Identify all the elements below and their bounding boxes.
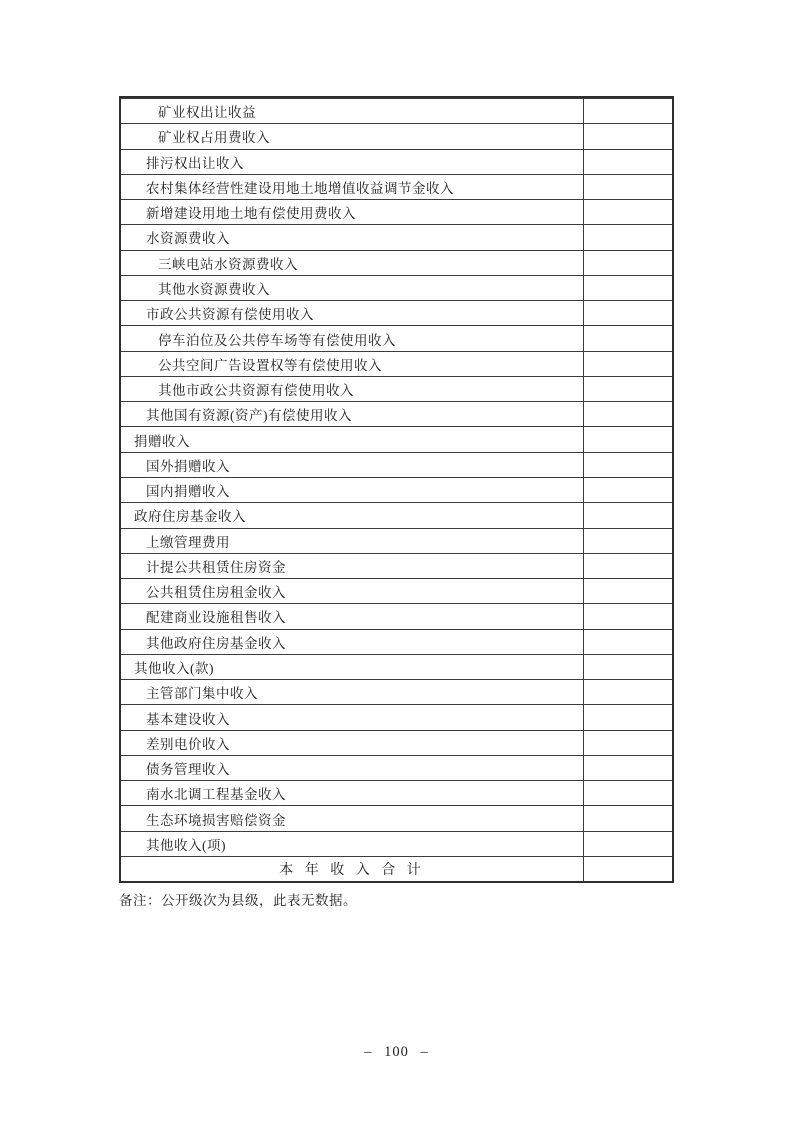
table-row — [121, 780, 672, 805]
table-row — [121, 426, 672, 451]
row-label: 配建商业设施租售收入 — [146, 610, 286, 626]
budget-table — [119, 96, 674, 883]
row-label: 矿业权占用费收入 — [158, 130, 270, 146]
row-value-cell — [583, 731, 672, 755]
footnote: 备注：公开级次为县级，此表无数据。 — [119, 893, 357, 908]
row-value-cell — [583, 781, 672, 805]
row-label: 其他国有资源(资产)有偿使用收入 — [146, 408, 352, 424]
row-value-cell — [583, 352, 672, 376]
table-row — [121, 679, 672, 704]
table-row — [121, 553, 672, 578]
table-row — [121, 149, 672, 174]
row-value-cell — [583, 604, 672, 628]
row-label: 排污权出让收入 — [146, 155, 244, 171]
row-value-cell — [583, 857, 672, 881]
table-row — [121, 603, 672, 628]
row-value-cell — [583, 200, 672, 224]
row-value-cell — [583, 427, 672, 451]
row-value-cell — [583, 99, 672, 123]
table-row — [121, 730, 672, 755]
row-label: 差别电价收入 — [146, 736, 230, 752]
row-label: 公共空间广告设置权等有偿使用收入 — [158, 357, 382, 373]
row-label: 其他水资源费收入 — [158, 281, 270, 297]
table-row — [121, 325, 672, 350]
row-value-cell — [583, 832, 672, 856]
row-label: 上缴管理费用 — [146, 534, 230, 550]
row-value-cell — [583, 705, 672, 729]
row-value-cell — [583, 478, 672, 502]
table-row — [121, 755, 672, 780]
row-label: 农村集体经营性建设用地土地增值收益调节金收入 — [146, 180, 454, 196]
row-value-cell — [583, 554, 672, 578]
row-value-cell — [583, 503, 672, 527]
row-value-cell — [583, 326, 672, 350]
row-value-cell — [583, 756, 672, 780]
row-value-cell — [583, 251, 672, 275]
row-label: 水资源费收入 — [146, 231, 230, 247]
row-value-cell — [583, 124, 672, 148]
table-row — [121, 704, 672, 729]
row-value-cell — [583, 579, 672, 603]
row-label: 南水北调工程基金收入 — [146, 787, 286, 803]
table-row — [121, 123, 672, 148]
table-row — [121, 805, 672, 830]
row-label: 停车泊位及公共停车场等有偿使用收入 — [158, 332, 396, 348]
row-value-cell — [583, 680, 672, 704]
row-label: 主管部门集中收入 — [146, 686, 258, 702]
table-row — [121, 300, 672, 325]
row-label: 生态环境损害赔偿资金 — [146, 812, 286, 828]
row-label: 其他政府住房基金收入 — [146, 635, 286, 651]
row-value-cell — [583, 806, 672, 830]
table-row — [121, 401, 672, 426]
row-label: 其他市政公共资源有偿使用收入 — [158, 383, 354, 399]
table-row — [121, 502, 672, 527]
table-row — [121, 351, 672, 376]
row-label: 债务管理收入 — [146, 762, 230, 778]
row-label: 矿业权出让收益 — [158, 105, 256, 121]
table-row — [121, 174, 672, 199]
table-row — [121, 654, 672, 679]
row-label: 捐赠收入 — [134, 433, 190, 449]
row-value-cell — [583, 276, 672, 300]
table-row — [121, 452, 672, 477]
row-label: 市政公共资源有偿使用收入 — [146, 307, 314, 323]
table-row — [121, 250, 672, 275]
row-label: 国外捐赠收入 — [146, 458, 230, 474]
table-row — [121, 528, 672, 553]
row-value-cell — [583, 630, 672, 654]
row-value-cell — [583, 453, 672, 477]
row-value-cell — [583, 377, 672, 401]
row-label: 公共租赁住房租金收入 — [146, 585, 286, 601]
row-value-cell — [583, 225, 672, 249]
table-row — [121, 199, 672, 224]
row-label: 国内捐赠收入 — [146, 484, 230, 500]
row-label: 其他收入(款) — [134, 660, 214, 676]
table-row — [121, 224, 672, 249]
table-row — [121, 376, 672, 401]
table-row — [121, 578, 672, 603]
row-value-cell — [583, 175, 672, 199]
row-value-cell — [583, 529, 672, 553]
row-label: 基本建设收入 — [146, 711, 230, 727]
row-label: 新增建设用地土地有偿使用费收入 — [146, 206, 356, 222]
row-value-cell — [583, 402, 672, 426]
table-row — [121, 831, 672, 856]
row-label: 三峡电站水资源费收入 — [158, 256, 298, 272]
table-row — [121, 477, 672, 502]
page-number: – 100 – — [364, 1044, 429, 1060]
row-label: 其他收入(项) — [146, 837, 226, 853]
row-label: 计提公共租赁住房资金 — [146, 559, 286, 575]
table-row — [121, 856, 672, 881]
row-value-cell — [583, 655, 672, 679]
table-row — [121, 275, 672, 300]
table-row — [121, 629, 672, 654]
row-label: 本 年 收 入 合 计 — [279, 863, 425, 879]
table-row — [121, 98, 672, 123]
row-label: 政府住房基金收入 — [134, 509, 246, 525]
row-value-cell — [583, 150, 672, 174]
row-value-cell — [583, 301, 672, 325]
